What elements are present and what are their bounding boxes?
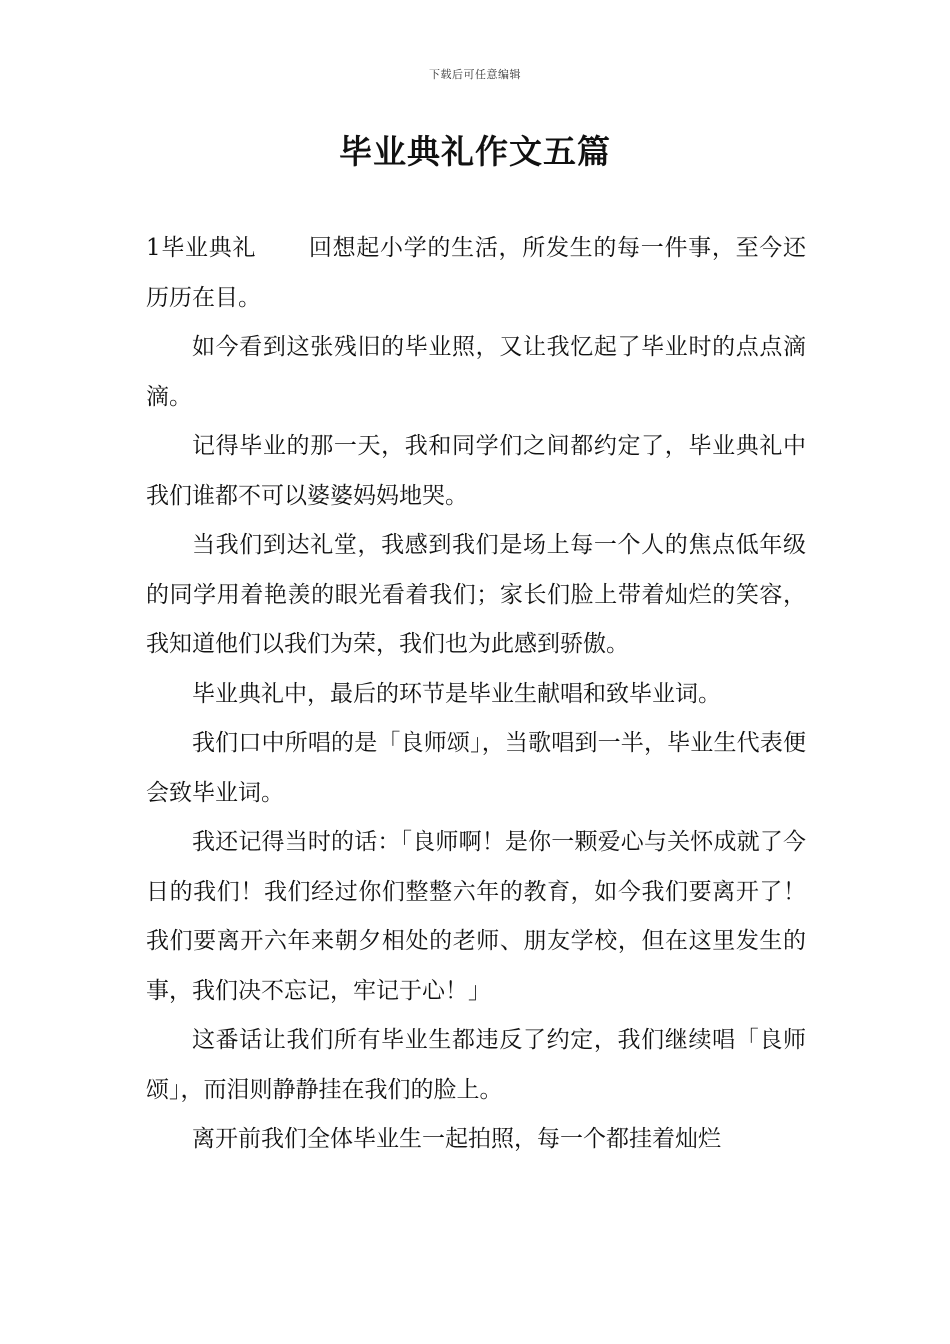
paragraph-6: 我们口中所唱的是「良师颂」，当歌唱到一半，毕业生代表便会致毕业词。 <box>146 730 806 806</box>
document-body <box>146 224 806 1165</box>
paragraph-1-text: 回想起小学的生活，所发生的每一件事，至今还历历在目。 <box>146 235 807 311</box>
paragraph-4: 当我们到达礼堂，我感到我们是场上每一个人的焦点低年级的同学用着艳羡的眼光看着我们；家长们脸上带着灿烂的笑容，我知道他们以我们为荣，我们也为此感到骄傲。 <box>146 532 806 657</box>
paragraph-7: 我还记得当时的话：「良师啊！是你一颗爱心与关怀成就了今日的我们！我们经过你们整整六年的教育，如今我们要离开了！我们要离开六年来朝夕相处的老师、朋友学校，但在这里发生的事，我们决不忘记，牢记于心！」 <box>146 829 806 1004</box>
paragraph-5: 毕业典礼中，最后的环节是毕业生献唱和致毕业词。 <box>192 680 721 707</box>
section-label: 1毕业典礼 <box>146 235 257 261</box>
header-note: 下载后可任意编辑 <box>429 68 521 81</box>
paragraph-8: 这番话让我们所有毕业生都违反了约定，我们继续唱「良师颂」，而泪则静静挂在我们的脸上。 <box>146 1027 806 1103</box>
paragraph-3: 记得毕业的那一天，我和同学们之间都约定了，毕业典礼中我们谁都不可以婆婆妈妈地哭。 <box>146 433 806 509</box>
document-title: 毕业典礼作文五篇 <box>339 132 611 171</box>
paragraph-1 <box>146 224 806 323</box>
paragraph-9: 离开前我们全体毕业生一起拍照，每一个都挂着灿烂 <box>192 1126 721 1152</box>
paragraph-2: 如今看到这张残旧的毕业照，又让我忆起了毕业时的点点滴滴。 <box>146 334 806 410</box>
